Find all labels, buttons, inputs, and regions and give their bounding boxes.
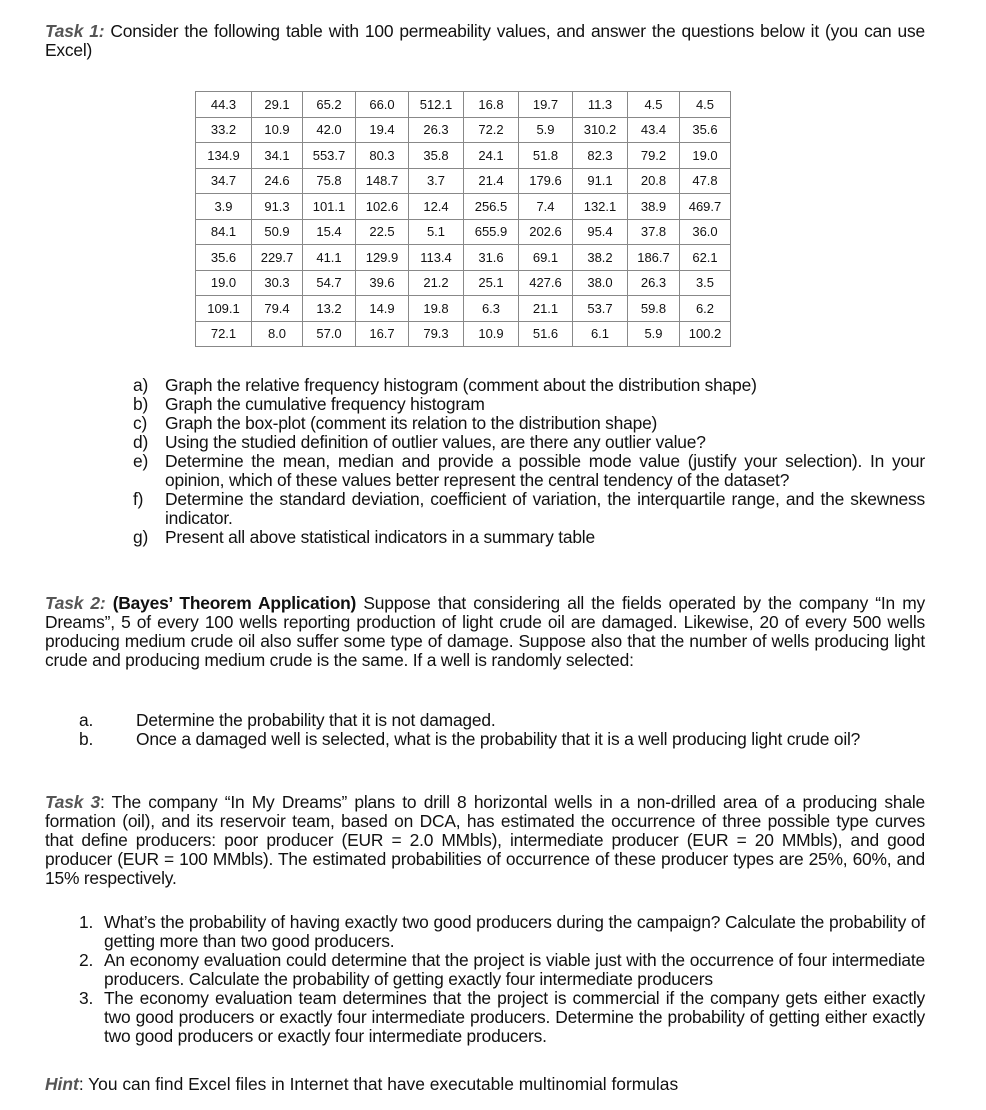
question-marker: 2.: [79, 950, 94, 970]
table-cell: 29.1: [252, 92, 303, 118]
table-cell: 113.4: [409, 245, 464, 271]
table-cell: 24.1: [464, 143, 519, 169]
table-cell: 19.0: [196, 270, 252, 296]
table-cell: 148.7: [356, 168, 409, 194]
table-cell: 50.9: [252, 219, 303, 245]
question-text: Determine the mean, median and provide a possible mode value (justify your selection). In your opinion, which of these values better represent the central tendency of the dataset?: [165, 451, 925, 490]
table-cell: 79.4: [252, 296, 303, 322]
table-cell: 82.3: [573, 143, 628, 169]
table-cell: 4.5: [680, 92, 731, 118]
table-row: [196, 219, 731, 245]
question-text: Determine the standard deviation, coefficient of variation, the interquartile range, and the skewness indicator.: [165, 489, 925, 528]
question-marker: c): [133, 413, 148, 433]
table-cell: 75.8: [303, 168, 356, 194]
table-row: [196, 270, 731, 296]
table-cell: 19.4: [356, 117, 409, 143]
table-cell: 10.9: [252, 117, 303, 143]
hint-label: Hint: [45, 1074, 79, 1094]
table-cell: 41.1: [303, 245, 356, 271]
table-cell: 101.1: [303, 194, 356, 220]
question-text: Determine the probability that it is not damaged.: [136, 710, 496, 730]
table-cell: 35.8: [409, 143, 464, 169]
task2-questions: [75, 711, 925, 749]
table-cell: 134.9: [196, 143, 252, 169]
hint-text: : You can find Excel files in Internet that have executable multinomial formulas: [78, 1074, 679, 1094]
question-marker: 3.: [79, 988, 94, 1008]
table-cell: 100.2: [680, 321, 731, 347]
table-cell: 3.5: [680, 270, 731, 296]
table-cell: 6.3: [464, 296, 519, 322]
table-cell: 14.9: [356, 296, 409, 322]
question-item: [125, 395, 925, 414]
table-cell: 31.6: [464, 245, 519, 271]
question-marker: 1.: [79, 912, 94, 932]
task3-label: Task 3: [45, 792, 100, 812]
table-cell: 26.3: [409, 117, 464, 143]
table-cell: 16.8: [464, 92, 519, 118]
table-cell: 6.2: [680, 296, 731, 322]
table-row: [196, 92, 731, 118]
table-cell: 69.1: [519, 245, 573, 271]
question-text: The economy evaluation team determines that the project is commercial if the company gets either exactly two good producers or exactly four intermediate producers. Determine the probability of getting either exactly two good producers or exactly four intermediate producers.: [104, 988, 925, 1046]
table-cell: 65.2: [303, 92, 356, 118]
table-cell: 84.1: [196, 219, 252, 245]
table-row: [196, 296, 731, 322]
table-cell: 34.1: [252, 143, 303, 169]
table-cell: 95.4: [573, 219, 628, 245]
table-cell: 5.9: [628, 321, 680, 347]
table-cell: 24.6: [252, 168, 303, 194]
table-cell: 72.2: [464, 117, 519, 143]
table-cell: 62.1: [680, 245, 731, 271]
question-item: [75, 730, 925, 749]
table-cell: 3.9: [196, 194, 252, 220]
question-text: What’s the probability of having exactly two good producers during the campaign? Calculate the probability of getting more than two good producers.: [104, 912, 925, 951]
permeability-table: [195, 91, 731, 347]
table-cell: 38.0: [573, 270, 628, 296]
table-cell: 34.7: [196, 168, 252, 194]
question-marker: b.: [79, 729, 94, 749]
table-row: [196, 117, 731, 143]
question-marker: d): [133, 432, 149, 452]
table-cell: 30.3: [252, 270, 303, 296]
task3-text: : The company “In My Dreams” plans to drill 8 horizontal wells in a non-drilled area of a producing shale formation (oil), and its reservoir team, based on DCA, has estimated the occurrence of three possible type curves that define producers: poor producer (EUR = 2.0 MMbls), intermediate producer (EUR = 20 MMbls), and good producer (EUR = 100 MMbls). The estimated probabilities of occurrence of these producer types are 25%, 60%, and 15% respectively.: [45, 792, 926, 888]
table-cell: 16.7: [356, 321, 409, 347]
table-cell: 202.6: [519, 219, 573, 245]
task3-questions: [75, 913, 925, 1046]
table-cell: 186.7: [628, 245, 680, 271]
table-cell: 25.1: [464, 270, 519, 296]
table-cell: 66.0: [356, 92, 409, 118]
task2-text: Suppose that considering all the fields operated by the company “In my Dreams”, 5 of every 100 wells reporting production of light crude oil are damaged. Likewise, 20 of every 500 wells producing medium crude oil also suffer some type of damage. Suppose also that the number of wells producing light crude and producing medium crude is the same. If a well is randomly selected:: [45, 593, 926, 670]
table-cell: 179.6: [519, 168, 573, 194]
question-item: [75, 913, 925, 951]
question-marker: f): [133, 489, 144, 509]
table-row: [196, 194, 731, 220]
table-cell: 36.0: [680, 219, 731, 245]
table-cell: 19.8: [409, 296, 464, 322]
question-marker: b): [133, 394, 149, 414]
question-item: [125, 528, 925, 547]
table-cell: 13.2: [303, 296, 356, 322]
question-marker: g): [133, 527, 149, 547]
table-cell: 6.1: [573, 321, 628, 347]
table-cell: 44.3: [196, 92, 252, 118]
table-cell: 20.8: [628, 168, 680, 194]
table-cell: 80.3: [356, 143, 409, 169]
task2-label: Task 2:: [45, 593, 106, 613]
table-cell: 33.2: [196, 117, 252, 143]
question-text: Using the studied definition of outlier values, are there any outlier value?: [165, 432, 706, 452]
task3-intro: [45, 793, 925, 888]
table-cell: 655.9: [464, 219, 519, 245]
question-marker: e): [133, 451, 149, 471]
question-item: [125, 414, 925, 433]
table-cell: 512.1: [409, 92, 464, 118]
task1-label: Task 1:: [45, 21, 105, 41]
task1-questions: [125, 376, 925, 547]
table-cell: 109.1: [196, 296, 252, 322]
task2-bold-title: (Bayes’ Theorem Application): [105, 593, 357, 613]
table-cell: 59.8: [628, 296, 680, 322]
question-text: Present all above statistical indicators in a summary table: [165, 527, 595, 547]
question-item: [125, 490, 925, 528]
table-cell: 91.3: [252, 194, 303, 220]
table-cell: 53.7: [573, 296, 628, 322]
table-cell: 35.6: [196, 245, 252, 271]
table-cell: 3.7: [409, 168, 464, 194]
question-item: [75, 711, 925, 730]
question-text: Graph the cumulative frequency histogram: [165, 394, 485, 414]
task1-text: Consider the following table with 100 permeability values, and answer the questions below it (you can use Excel): [45, 21, 925, 60]
table-cell: 42.0: [303, 117, 356, 143]
table-row: [196, 321, 731, 347]
table-row: [196, 245, 731, 271]
task1-intro: [45, 22, 925, 60]
table-cell: 38.9: [628, 194, 680, 220]
table-cell: 102.6: [356, 194, 409, 220]
table-cell: 26.3: [628, 270, 680, 296]
question-item: [75, 989, 925, 1046]
table-cell: 310.2: [573, 117, 628, 143]
question-text: Once a damaged well is selected, what is the probability that it is a well producing light crude oil?: [136, 729, 861, 749]
table-cell: 553.7: [303, 143, 356, 169]
table-cell: 5.1: [409, 219, 464, 245]
table-cell: 22.5: [356, 219, 409, 245]
table-cell: 51.6: [519, 321, 573, 347]
table-cell: 51.8: [519, 143, 573, 169]
table-cell: 47.8: [680, 168, 731, 194]
table-cell: 72.1: [196, 321, 252, 347]
table-cell: 8.0: [252, 321, 303, 347]
question-marker: a): [133, 375, 149, 395]
table-cell: 35.6: [680, 117, 731, 143]
question-text: Graph the relative frequency histogram (comment about the distribution shape): [165, 375, 757, 395]
table-cell: 79.3: [409, 321, 464, 347]
table-cell: 229.7: [252, 245, 303, 271]
table-cell: 54.7: [303, 270, 356, 296]
table-cell: 427.6: [519, 270, 573, 296]
table-cell: 4.5: [628, 92, 680, 118]
table-cell: 21.1: [519, 296, 573, 322]
table-cell: 21.4: [464, 168, 519, 194]
table-cell: 129.9: [356, 245, 409, 271]
table-cell: 57.0: [303, 321, 356, 347]
table-cell: 12.4: [409, 194, 464, 220]
table-cell: 19.7: [519, 92, 573, 118]
table-cell: 10.9: [464, 321, 519, 347]
table-cell: 132.1: [573, 194, 628, 220]
question-marker: a.: [79, 710, 94, 730]
table-cell: 38.2: [573, 245, 628, 271]
table-row: [196, 143, 731, 169]
question-item: [125, 452, 925, 490]
table-cell: 39.6: [356, 270, 409, 296]
question-text: Graph the box-plot (comment its relation to the distribution shape): [165, 413, 658, 433]
table-cell: 91.1: [573, 168, 628, 194]
table-cell: 469.7: [680, 194, 731, 220]
question-item: [125, 376, 925, 395]
question-item: [75, 951, 925, 989]
table-cell: 43.4: [628, 117, 680, 143]
table-cell: 11.3: [573, 92, 628, 118]
table-cell: 19.0: [680, 143, 731, 169]
table-row: [196, 168, 731, 194]
table-cell: 15.4: [303, 219, 356, 245]
table-cell: 5.9: [519, 117, 573, 143]
question-text: An economy evaluation could determine that the project is viable just with the occurrence of four intermediate producers. Calculate the probability of getting exactly four intermediate producers: [104, 950, 925, 989]
task2-intro: [45, 594, 925, 670]
table-cell: 37.8: [628, 219, 680, 245]
table-cell: 256.5: [464, 194, 519, 220]
table-cell: 7.4: [519, 194, 573, 220]
hint: [45, 1074, 678, 1095]
table-cell: 79.2: [628, 143, 680, 169]
table-cell: 21.2: [409, 270, 464, 296]
question-item: [125, 433, 925, 452]
